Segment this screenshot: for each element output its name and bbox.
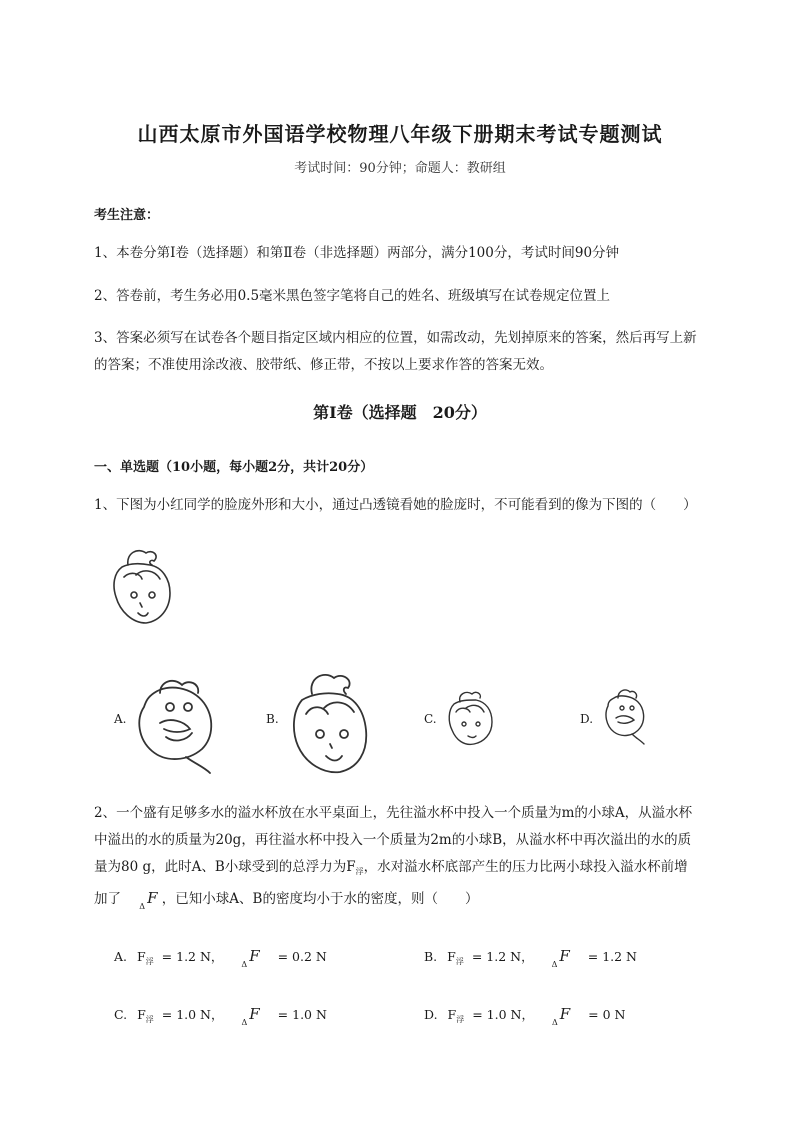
notice-item-3-line-1: 3、答案必须写在试卷各个题目指定区域内相应的位置，如需改动，先划掉原来的答案，然后再写上新 <box>94 330 697 346</box>
delta-symbol: Δ <box>551 960 558 969</box>
notice-item-2: 2、答卷前，考生务必用0.5毫米黑色签字笔将自己的姓名、班级填写在试卷规定位置上 <box>94 288 611 304</box>
notice-item-3-line-2: 的答案；不准使用涂改液、胶带纸、修正带，不按以上要求作答的答案无效。 <box>94 357 553 373</box>
buoyancy-subscript: 浮 <box>456 1015 465 1024</box>
f-label: F <box>137 949 146 964</box>
buoyancy-subscript: 浮 <box>455 957 464 966</box>
q2-option-a-label: A. <box>114 949 128 964</box>
q2-line4-text: 加了 <box>94 891 121 907</box>
q1-option-c-label[interactable]: C. <box>424 712 437 726</box>
q1-option-d-label[interactable]: D. <box>580 712 594 726</box>
q2-option-d-label: D. <box>424 1007 438 1022</box>
f-label: F <box>447 949 456 964</box>
q2-option-b[interactable] <box>424 947 637 969</box>
delta-symbol: Δ <box>551 1018 558 1027</box>
buoyancy-subscript: 浮 <box>145 1015 154 1024</box>
exam-info: 考试时间：90分钟；命题人：教研组 <box>294 161 506 176</box>
question-2-line-4 <box>94 884 750 921</box>
q2-option-b-delta-value: = 1.2 N <box>587 949 637 964</box>
document-title: 山西太原市外国语学校物理八年级下册期末考试专题测试 <box>137 122 663 146</box>
question-2-line-1: 2、一个盛有足够多水的溢水杯放在水平桌面上，先往溢水杯中投入一个质量为m的小球A，从溢水杯 <box>94 805 693 821</box>
f-label: F <box>137 1007 146 1022</box>
question-2-line-3 <box>94 853 750 886</box>
q1-option-a-label[interactable]: A. <box>114 712 127 726</box>
f-symbol: F <box>249 947 260 965</box>
q1-option-d-image[interactable] <box>600 684 650 746</box>
q2-option-d-delta-value: = 0 N <box>588 1007 626 1022</box>
buoyancy-subscript: 浮 <box>145 957 154 966</box>
q2-option-c[interactable] <box>114 1005 327 1027</box>
q1-option-b-label[interactable]: B. <box>266 712 279 726</box>
q2-option-a-delta-value: = 0.2 N <box>277 949 327 964</box>
delta-symbol: Δ <box>241 1018 248 1027</box>
q1-option-c-image[interactable] <box>446 688 498 750</box>
delta-f-symbol <box>139 889 158 911</box>
q2-option-d[interactable] <box>424 1005 625 1027</box>
q2-option-a-f-value: = 1.2 N， <box>161 949 224 964</box>
q2-option-c-delta-value: = 1.0 N <box>277 1007 327 1022</box>
delta-symbol: Δ <box>241 960 248 969</box>
q2-line3-text-cont: ，水对溢水杯底部产生的压力比两小球投入溢水杯前增 <box>363 859 688 875</box>
notice-heading: 考生注意： <box>94 208 160 223</box>
f-label: F <box>447 1007 457 1022</box>
q2-option-c-f-value: = 1.0 N， <box>161 1007 224 1022</box>
f-symbol: F <box>147 889 158 907</box>
buoyancy-subscript: 浮 <box>355 867 364 876</box>
q2-option-b-label: B. <box>424 949 438 964</box>
f-symbol: F <box>559 1005 571 1023</box>
q2-option-a[interactable] <box>114 947 327 969</box>
q2-line4-text-cont: ，已知小球A、B的密度均小于水的密度，则（ ） <box>161 891 479 907</box>
f-symbol: F <box>249 1005 260 1023</box>
q1-option-b-image[interactable] <box>290 668 372 778</box>
f-symbol: F <box>559 947 570 965</box>
question-1-text: 1、下图为小红同学的脸庞外形和大小，通过凸透镜看她的脸庞时，不可能看到的像为下图的（ ） <box>94 497 697 513</box>
q2-option-d-f-value: = 1.0 N， <box>472 1007 534 1022</box>
notice-item-1: 1、本卷分第Ⅰ卷（选择题）和第Ⅱ卷（非选择题）两部分，满分100分，考试时间90分钟 <box>94 245 620 261</box>
question-2-line-2: 中溢出的水的质量为20g，再往溢水杯中投入一个质量为2m的小球B，从溢水杯中再次溢出的水的质 <box>94 832 692 848</box>
reference-face-drawing <box>108 545 178 630</box>
delta-symbol: Δ <box>139 902 146 911</box>
q2-line3-text: 量为80 g，此时A、B小球受到的总浮力为F <box>94 859 356 875</box>
section-title: 第Ⅰ卷（选择题 20分） <box>313 403 487 422</box>
q2-option-c-label: C. <box>114 1007 128 1022</box>
section-heading: 一、单选题（10小题，每小题2分，共计20分） <box>94 460 374 475</box>
q1-option-a-image[interactable] <box>130 667 218 777</box>
q2-option-b-f-value: = 1.2 N， <box>471 949 534 964</box>
